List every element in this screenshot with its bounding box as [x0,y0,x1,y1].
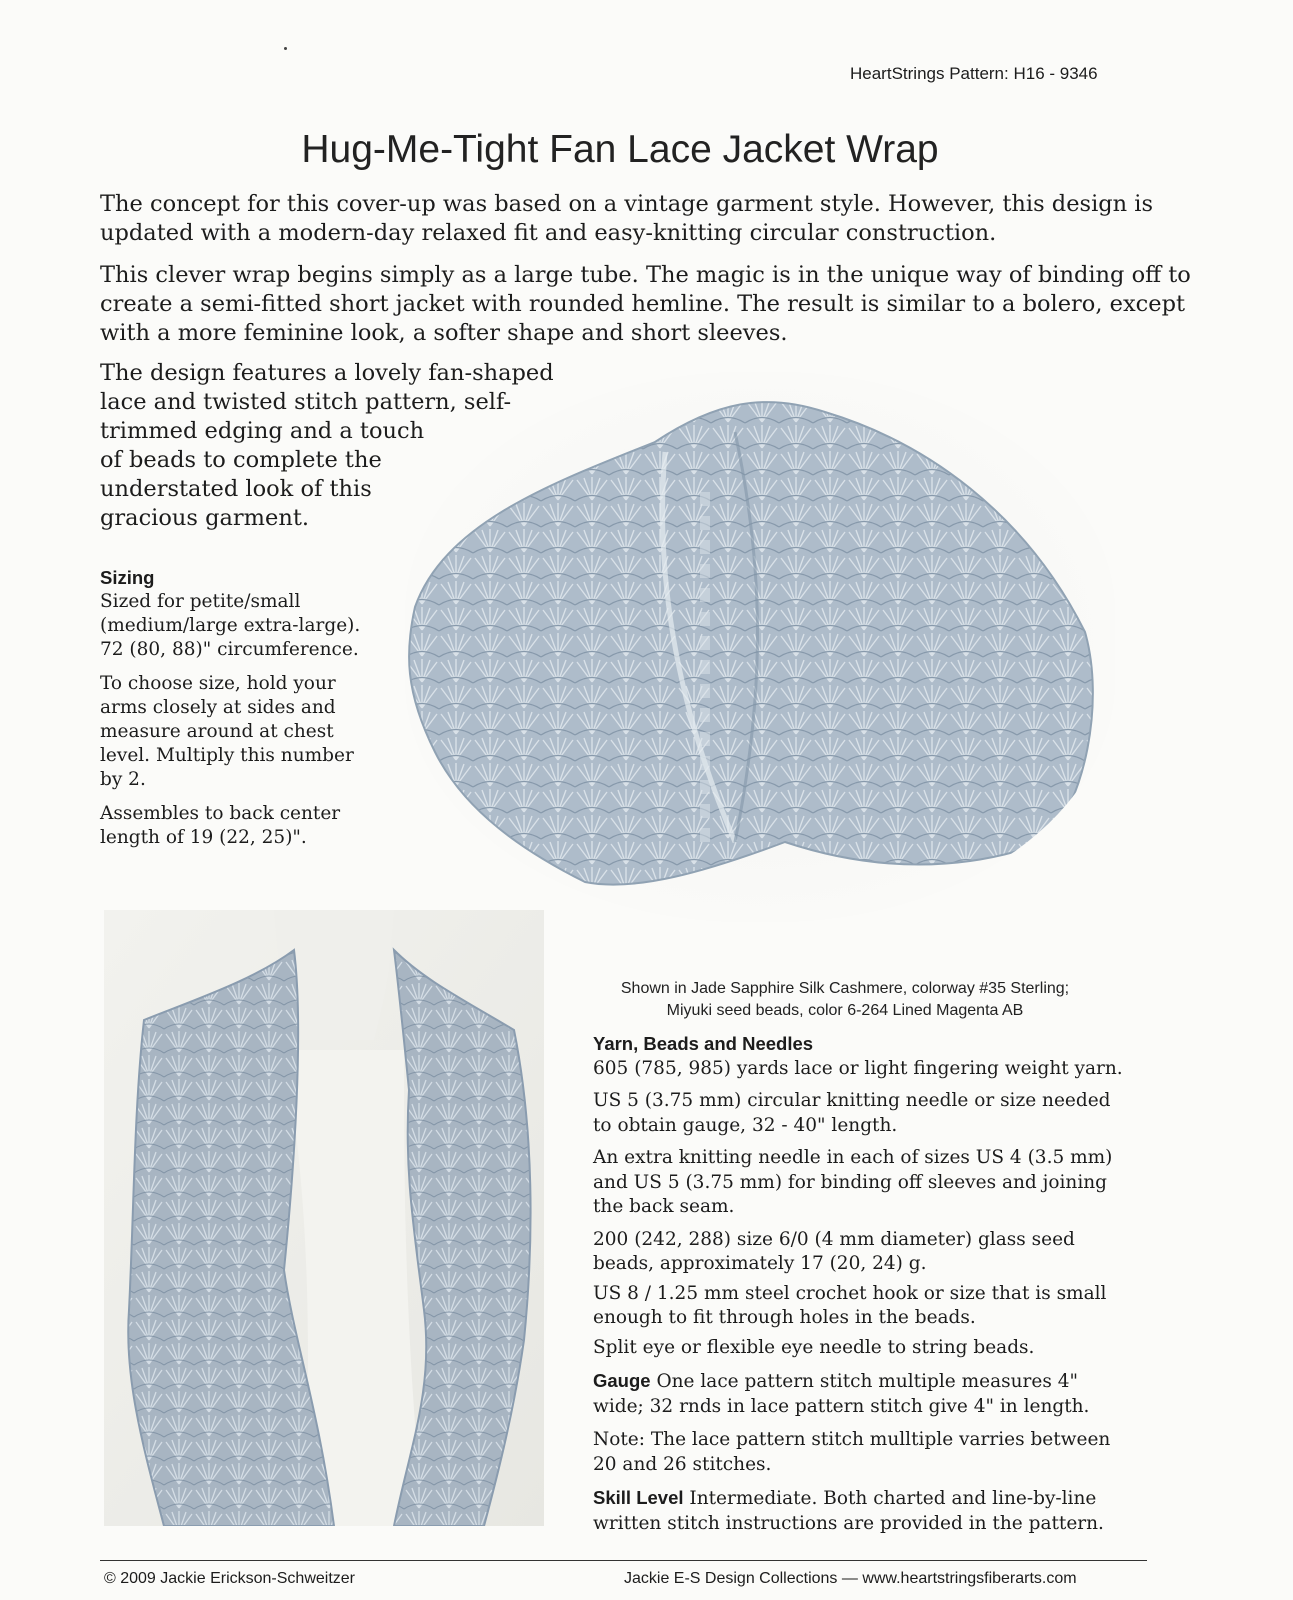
skill-label: Skill Level [593,1487,684,1508]
materials-item: 605 (785, 985) yards lace or light fingering weight yarn. [593,1057,1123,1079]
materials-item: US 5 (3.75 mm) circular knitting needle or size needed to obtain gauge, 32 - 40" length. [593,1090,1111,1136]
intro-line: of beads to complete the [100,447,382,473]
caption-line: Shown in Jade Sapphire Silk Cashmere, colorway #35 Sterling; [620,980,1070,997]
gauge-text: One lace pattern stitch multiple measures 4" wide; 32 rnds in lace pattern stitch give 4" in length. [593,1371,1090,1417]
materials-item: US 8 / 1.25 mm steel crochet hook or size that is small enough to fit through holes in the beads. [593,1282,1107,1328]
sizing-length: Assembles to back center length of 19 (22, 25)". [100,803,341,848]
gauge-label: Gauge [593,1370,651,1391]
footer-copyright: © 2009 Jackie Erickson-Schweitzer [104,1570,355,1587]
sizing-heading: Sizing [100,567,155,588]
sizing-text: Sized for petite/small (medium/large extra-large). 72 (80, 88)" circumference. [100,591,361,660]
pattern-id: HeartStrings Pattern: H16 - 9346 [850,64,1098,83]
materials-item: Split eye or flexible eye needle to string beads. [593,1336,1035,1358]
footer-divider [100,1560,1147,1561]
gauge-block [593,1369,1113,1419]
sizing-section [100,566,400,850]
photo-caption [555,978,1135,1022]
materials-section [593,1032,1153,1536]
stitch-note: Note: The lace pattern stitch mulltiple varries between 20 and 26 stitches. [593,1429,1111,1475]
footer-website: Jackie E-S Design Collections — www.heartstringsfiberarts.com [624,1570,1077,1587]
materials-heading: Yarn, Beads and Needles [593,1033,814,1054]
speck [284,47,287,50]
intro-line: The design features a lovely fan-shaped [100,360,554,386]
wrap-photo-on-form [104,910,544,1526]
sizing-instructions: To choose size, hold your arms closely at sides and measure around at chest level. Multiply this number by 2. [100,673,354,790]
page-title: Hug-Me-Tight Fan Lace Jacket Wrap [301,128,939,171]
skill-block [593,1486,1133,1536]
skill-text: Intermediate. Both charted and line-by-line written stitch instructions are provided in the pattern. [593,1488,1104,1534]
caption-line: Miyuki seed beads, color 6-264 Lined Magenta AB [666,1002,1024,1019]
intro-line: lace and twisted stitch pattern, self- [100,389,512,415]
intro-paragraph-1: The concept for this cover-up was based on a vintage garment style. However, this design is updated with a modern-day relaxed fit and easy-knitting circular construction. [100,191,1154,246]
wrap-photo-folded [405,372,1115,922]
materials-item: An extra knitting needle in each of sizes US 4 (3.5 mm) and US 5 (3.75 mm) for binding off sleeves and joining the back seam. [593,1147,1113,1217]
intro-line: gracious garment. [100,505,310,531]
materials-item: 200 (242, 288) size 6/0 (4 mm diameter) glass seed beads, approximately 17 (20, 24) g. [593,1228,1075,1274]
intro-paragraph-2: This clever wrap begins simply as a large tube. The magic is in the unique way of binding off to create a semi-fitted short jacket with rounded hemline. The result is similar to a bolero, except with a more feminine look, a softer shape and short sleeves. [100,262,1191,346]
intro-line: understated look of this [100,476,372,502]
intro-line: trimmed edging and a touch [100,418,425,444]
